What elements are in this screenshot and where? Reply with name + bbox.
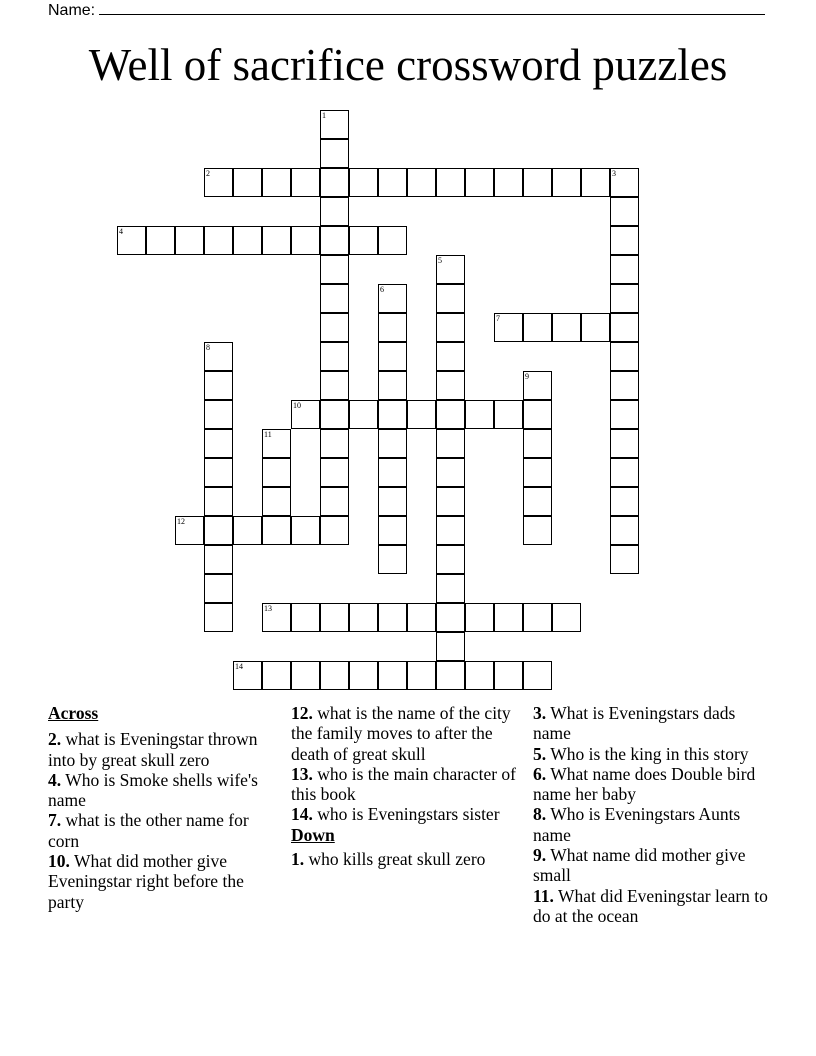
- grid-cell[interactable]: [378, 342, 407, 371]
- grid-cell[interactable]: [494, 603, 523, 632]
- grid-cell[interactable]: [117, 226, 146, 255]
- down-clue-8: 8. Who is Eveningstars Aunts name: [533, 804, 741, 845]
- grid-cell[interactable]: [262, 603, 291, 632]
- clue-number: 10: [293, 401, 301, 410]
- grid-cell[interactable]: [581, 313, 610, 342]
- grid-cell[interactable]: [494, 661, 523, 690]
- grid-cell[interactable]: [320, 429, 349, 458]
- grid-cell[interactable]: [262, 458, 291, 487]
- grid-cell[interactable]: [436, 429, 465, 458]
- across-clue-7: 7. what is the other name for corn: [48, 810, 249, 851]
- grid-cell[interactable]: [436, 487, 465, 516]
- clue-number: 3: [612, 169, 616, 178]
- grid-cell[interactable]: [262, 661, 291, 690]
- grid-cell[interactable]: [523, 429, 552, 458]
- grid-cell[interactable]: [523, 603, 552, 632]
- grid-cell[interactable]: [378, 400, 407, 429]
- grid-cell[interactable]: [523, 516, 552, 545]
- clue-number: 13: [264, 604, 272, 613]
- grid-cell[interactable]: [320, 226, 349, 255]
- grid-cell[interactable]: [407, 168, 436, 197]
- down-clue-1: 1. who kills great skull zero: [291, 849, 486, 870]
- grid-cell[interactable]: [262, 429, 291, 458]
- grid-cell[interactable]: [320, 255, 349, 284]
- grid-cell[interactable]: [378, 429, 407, 458]
- grid-cell[interactable]: [436, 632, 465, 661]
- grid-cell[interactable]: [610, 284, 639, 313]
- grid-cell[interactable]: [204, 226, 233, 255]
- grid-cell[interactable]: [233, 226, 262, 255]
- grid-cell[interactable]: [378, 545, 407, 574]
- grid-cell[interactable]: [523, 458, 552, 487]
- grid-cell[interactable]: [175, 226, 204, 255]
- grid-cell[interactable]: [378, 487, 407, 516]
- grid-cell[interactable]: [407, 603, 436, 632]
- grid-cell[interactable]: [204, 603, 233, 632]
- across-heading: Across: [48, 703, 99, 723]
- grid-cell[interactable]: [436, 661, 465, 690]
- grid-cell[interactable]: [320, 284, 349, 313]
- clue-number: 1: [322, 111, 326, 120]
- grid-cell[interactable]: [320, 458, 349, 487]
- grid-cell[interactable]: [610, 197, 639, 226]
- grid-cell[interactable]: [436, 574, 465, 603]
- grid-cell[interactable]: [204, 429, 233, 458]
- grid-cell[interactable]: [320, 487, 349, 516]
- grid-cell[interactable]: [610, 429, 639, 458]
- grid-cell[interactable]: [378, 661, 407, 690]
- grid-cell[interactable]: [204, 371, 233, 400]
- grid-cell[interactable]: [494, 313, 523, 342]
- grid-cell[interactable]: [204, 574, 233, 603]
- grid-cell[interactable]: [204, 487, 233, 516]
- grid-cell[interactable]: [204, 400, 233, 429]
- down-clue-5: 5. Who is the king in this story: [533, 743, 749, 764]
- clue-number: 9: [525, 372, 529, 381]
- grid-cell[interactable]: [349, 226, 378, 255]
- grid-cell[interactable]: [291, 226, 320, 255]
- clue-number: 2: [206, 169, 210, 178]
- page-title: Well of sacrifice crossword puzzles: [88, 40, 728, 90]
- grid-cell[interactable]: [320, 516, 349, 545]
- clue-number: 12: [177, 517, 185, 526]
- grid-cell[interactable]: [494, 400, 523, 429]
- grid-cell[interactable]: [378, 603, 407, 632]
- clue-number: 5: [438, 256, 442, 265]
- grid-cell[interactable]: [523, 168, 552, 197]
- grid-cell[interactable]: [320, 110, 349, 139]
- grid-cell[interactable]: [436, 371, 465, 400]
- grid-cell[interactable]: [291, 603, 320, 632]
- grid-cell[interactable]: [262, 168, 291, 197]
- grid-cell[interactable]: [378, 284, 407, 313]
- grid-cell[interactable]: [320, 603, 349, 632]
- grid-cell[interactable]: [436, 400, 465, 429]
- grid-cell[interactable]: [465, 603, 494, 632]
- grid-cell[interactable]: [378, 168, 407, 197]
- grid-cell[interactable]: [204, 168, 233, 197]
- grid-cell[interactable]: [465, 661, 494, 690]
- name-label: Name:: [48, 2, 96, 19]
- grid-cell[interactable]: [523, 661, 552, 690]
- grid-cell[interactable]: [320, 313, 349, 342]
- clue-number: 7: [496, 314, 500, 323]
- grid-cell[interactable]: [523, 313, 552, 342]
- grid-cell[interactable]: [349, 168, 378, 197]
- grid-cell[interactable]: [465, 400, 494, 429]
- grid-cell[interactable]: [320, 168, 349, 197]
- grid-cell[interactable]: [291, 168, 320, 197]
- grid-cell[interactable]: [320, 371, 349, 400]
- grid-cell[interactable]: [204, 342, 233, 371]
- clue-number: 11: [264, 430, 272, 439]
- across-clue-10: 10. What did mother give Eveningstar right before the party: [48, 851, 244, 912]
- clue-number: 14: [235, 662, 243, 671]
- grid-cell[interactable]: [146, 226, 175, 255]
- across-clue-14: 14. who is Eveningstars sister: [291, 804, 500, 825]
- clue-number: 6: [380, 285, 384, 294]
- across-clue-2: 2. what is Eveningstar thrown into by great skull zero: [48, 729, 258, 770]
- grid-cell[interactable]: [320, 139, 349, 168]
- grid-cell[interactable]: [378, 458, 407, 487]
- across-clue-13: 13. who is the main character of this book: [291, 763, 516, 805]
- clues-column-1: [48, 703, 278, 912]
- grid-cell[interactable]: [581, 168, 610, 197]
- grid-cell[interactable]: [204, 545, 233, 574]
- grid-cell[interactable]: [610, 168, 639, 197]
- grid-cell[interactable]: [233, 168, 262, 197]
- grid-cell[interactable]: [378, 516, 407, 545]
- grid-cell[interactable]: [552, 603, 581, 632]
- grid-cell[interactable]: [523, 487, 552, 516]
- clues-column-3: [533, 703, 773, 926]
- down-clue-6: 6. What name does Double bird name her baby: [533, 763, 756, 805]
- grid-cell[interactable]: [291, 516, 320, 545]
- grid-cell[interactable]: [233, 516, 262, 545]
- grid-cell[interactable]: [349, 661, 378, 690]
- grid-cell[interactable]: [436, 168, 465, 197]
- grid-cell[interactable]: [610, 371, 639, 400]
- clue-number: 8: [206, 343, 210, 352]
- down-clue-9: 9. What name did mother give small: [533, 845, 746, 886]
- grid-cell[interactable]: [204, 516, 233, 545]
- grid-cell[interactable]: [436, 516, 465, 545]
- grid-cell[interactable]: [436, 284, 465, 313]
- grid-cell[interactable]: [407, 400, 436, 429]
- grid-cell[interactable]: [610, 226, 639, 255]
- grid-cell[interactable]: [320, 342, 349, 371]
- grid-cell[interactable]: [610, 400, 639, 429]
- grid-cell[interactable]: [320, 400, 349, 429]
- grid-cell[interactable]: [610, 516, 639, 545]
- down-clue-3: 3. What is Eveningstars dads name: [533, 703, 736, 744]
- down-clue-11: 11. What did Eveningstar learn to do at the ocean: [533, 885, 768, 926]
- grid-cell[interactable]: [610, 255, 639, 284]
- clues-column-2: [291, 703, 516, 869]
- grid-cell[interactable]: [465, 168, 494, 197]
- grid-cell[interactable]: [378, 226, 407, 255]
- grid-cell[interactable]: [552, 168, 581, 197]
- grid-cell[interactable]: [262, 226, 291, 255]
- grid-cell[interactable]: [320, 197, 349, 226]
- grid-cell[interactable]: [262, 487, 291, 516]
- grid-cell[interactable]: [494, 168, 523, 197]
- grid-cell[interactable]: [436, 342, 465, 371]
- grid-cell[interactable]: [436, 545, 465, 574]
- grid-cell[interactable]: [436, 313, 465, 342]
- grid-cell[interactable]: [610, 545, 639, 574]
- grid-cell[interactable]: [523, 371, 552, 400]
- grid-cell[interactable]: [552, 313, 581, 342]
- across-clue-12: 12. what is the name of the city the family moves to after the death of great skull: [291, 703, 511, 764]
- grid-cell[interactable]: [610, 458, 639, 487]
- grid-cell[interactable]: [523, 400, 552, 429]
- grid-cell[interactable]: [291, 400, 320, 429]
- grid-cell[interactable]: [349, 400, 378, 429]
- grid-cell[interactable]: [349, 603, 378, 632]
- grid-cell[interactable]: [291, 661, 320, 690]
- down-heading: Down: [291, 824, 335, 845]
- grid-cell[interactable]: [610, 313, 639, 342]
- grid-cell[interactable]: [378, 313, 407, 342]
- grid-cell[interactable]: [610, 487, 639, 516]
- grid-cell[interactable]: [436, 255, 465, 284]
- grid-cell[interactable]: [610, 342, 639, 371]
- grid-cell[interactable]: [233, 661, 262, 690]
- grid-cell[interactable]: [436, 603, 465, 632]
- grid-cell[interactable]: [204, 458, 233, 487]
- grid-cell[interactable]: [407, 661, 436, 690]
- across-clue-4: 4. Who is Smoke shells wife's name: [48, 769, 258, 811]
- grid-cell[interactable]: [320, 661, 349, 690]
- grid-cell[interactable]: [378, 371, 407, 400]
- clue-number: 4: [119, 227, 123, 236]
- grid-cell[interactable]: [262, 516, 291, 545]
- grid-cell[interactable]: [436, 458, 465, 487]
- grid-cell[interactable]: [175, 516, 204, 545]
